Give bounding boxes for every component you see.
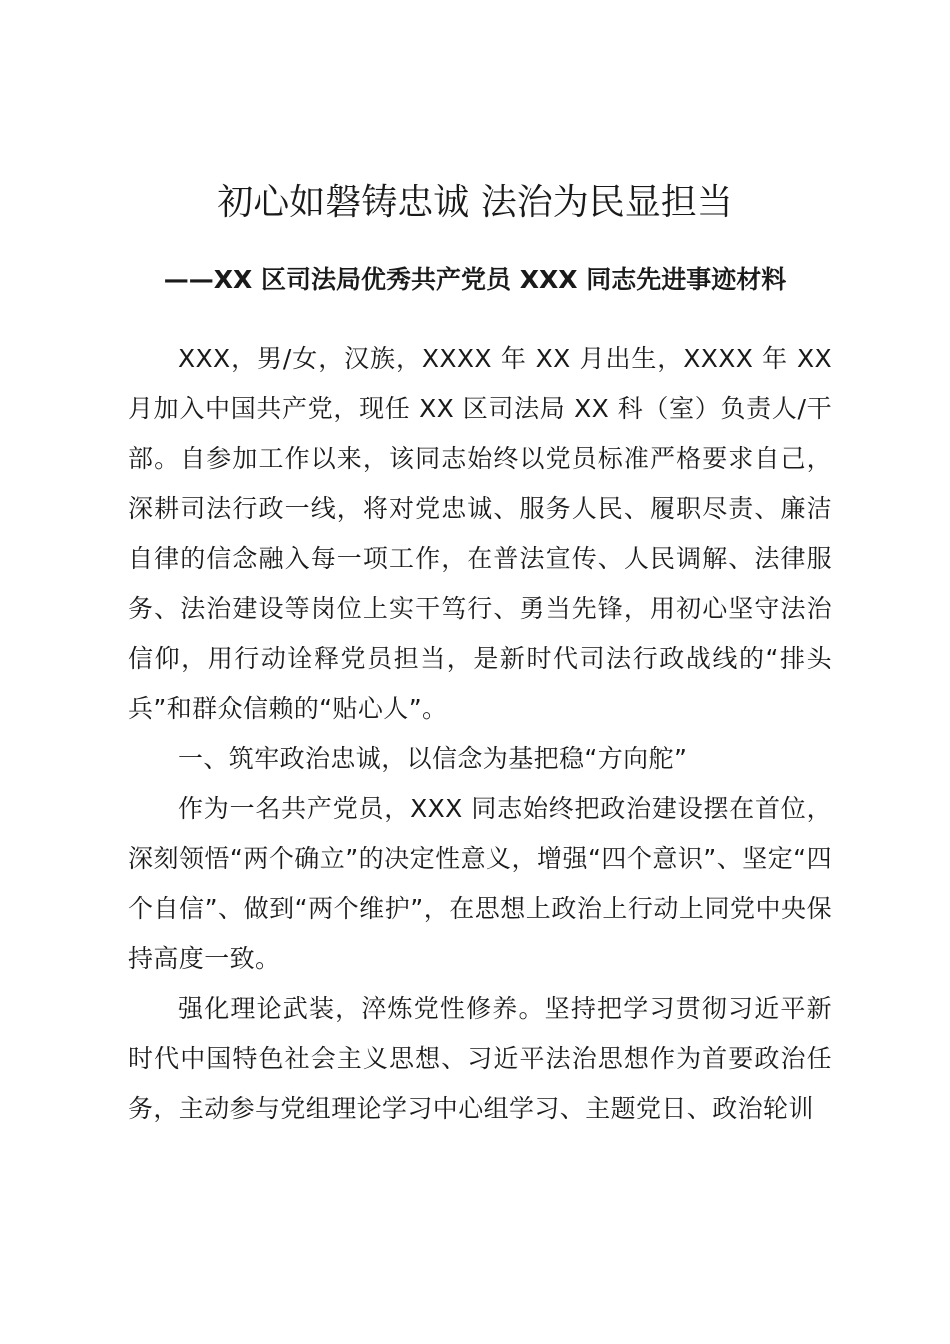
intro-paragraph: XXX，男/女，汉族，XXXX 年 XX 月出生，XXXX 年 XX 月加入中国共产党，现任 XX 区司法局 XX 科（室）负责人/干部。自参加工作以来，该同志始终以党员标准严格要求自己，深耕司法行政一线，将对党忠诚、服务人民、履职尽责、廉洁自律的信念融入每一项工作，在普法宣传、人民调解、法律服务、法治建设等岗位上实干笃行、勇当先锋，用初心坚守法治信仰，用行动诠释党员担当，是新时代司法行政战线的“排头兵”和群众信赖的“贴心人”。 xyxy=(128,344,832,723)
body-paragraph: 强化理论武装，淬炼党性修养。坚持把学习贯彻习近平新时代中国特色社会主义思想、习近平法治思想作为首要政治任务，主动参与党组理论学习中心组学习、主题党日、政治轮训 xyxy=(128,994,832,1123)
document-body xyxy=(128,334,832,1134)
body-paragraph: 作为一名共产党员，XXX 同志始终把政治建设摆在首位，深刻领悟“两个确立”的决定性意义，增强“四个意识”、坚定“四个自信”、做到“两个维护”，在思想上政治上行动上同党中央保持高度一致。 xyxy=(128,794,832,973)
document-title: 初心如磐铸忠诚 法治为民显担当 xyxy=(217,182,733,223)
section-heading-1: 一、筑牢政治忠诚，以信念为基把稳“方向舵” xyxy=(178,744,688,773)
document-subtitle: ——XX 区司法局优秀共产党员 XXX 同志先进事迹材料 xyxy=(163,265,787,294)
